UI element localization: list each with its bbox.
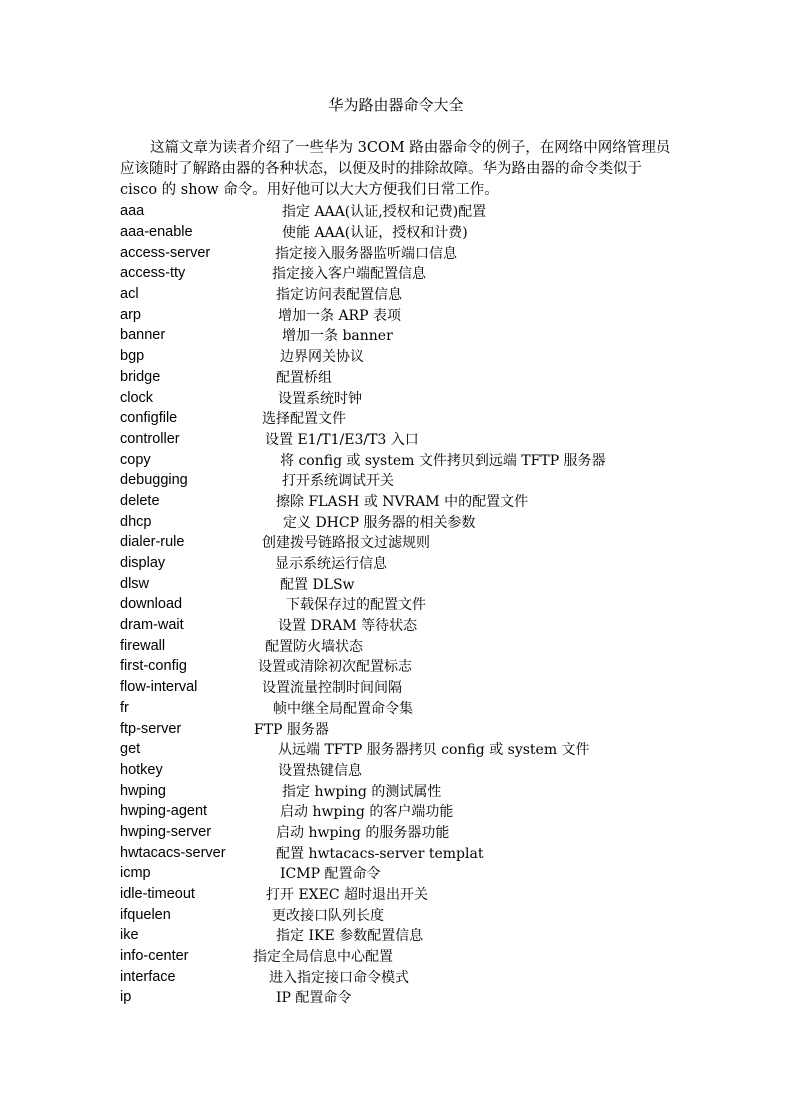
command-name: arp — [120, 306, 141, 323]
command-description: 指定全局信息中心配置 — [253, 949, 393, 966]
command-name: access-tty — [120, 265, 186, 282]
command-description: 启动 hwping 的客户端功能 — [280, 804, 454, 821]
command-row — [120, 780, 680, 801]
command-description: 定义 DHCP 服务器的相关参数 — [283, 514, 476, 531]
command-name: banner — [120, 327, 166, 344]
command-description: 显示系统运行信息 — [275, 556, 387, 573]
command-row — [120, 573, 680, 594]
command-row — [120, 367, 680, 388]
command-description: 更改接口队列长度 — [272, 907, 384, 924]
command-row — [120, 304, 680, 325]
command-description: 指定访问表配置信息 — [276, 287, 402, 304]
command-description: ICMP 配置命令 — [280, 866, 381, 883]
command-name: bgp — [120, 348, 145, 365]
command-row — [120, 222, 680, 243]
command-list — [120, 201, 680, 1008]
command-description: 配置桥组 — [276, 369, 332, 386]
command-row — [120, 201, 680, 222]
command-description: IP 配置命令 — [276, 990, 352, 1007]
command-row — [120, 925, 680, 946]
command-row — [120, 284, 680, 305]
command-name: info-center — [120, 948, 189, 965]
command-row — [120, 511, 680, 532]
command-description: 设置流量控制时间间隔 — [262, 680, 402, 697]
page-title: 华为路由器命令大全 — [328, 96, 464, 114]
command-name: aaa — [120, 203, 145, 220]
command-name: ifquelen — [120, 906, 171, 923]
command-name: debugging — [120, 472, 188, 489]
command-row — [120, 470, 680, 491]
command-name: delete — [120, 492, 160, 509]
command-description: 配置 hwtacacs-server templat — [276, 845, 484, 862]
command-description: 选择配置文件 — [262, 411, 346, 428]
command-description: 从远端 TFTP 服务器拷贝 config 或 system 文件 — [278, 742, 590, 759]
command-description: 打开 EXEC 超时退出开关 — [266, 887, 429, 904]
command-description: 指定接入服务器监听端口信息 — [275, 245, 457, 262]
command-name: fr — [120, 699, 129, 716]
command-description: 进入指定接口命令模式 — [269, 969, 409, 986]
command-row — [120, 946, 680, 967]
command-description: 指定 IKE 参数配置信息 — [276, 928, 424, 945]
intro-paragraph-block — [120, 138, 680, 201]
command-name: dhcp — [120, 513, 152, 530]
command-row — [120, 429, 680, 450]
command-row — [120, 801, 680, 822]
command-name: hotkey — [120, 761, 163, 778]
command-name: get — [120, 741, 141, 758]
command-row — [120, 263, 680, 284]
command-description: 帧中继全局配置命令集 — [273, 700, 413, 717]
command-name: icmp — [120, 865, 151, 882]
command-description: 指定 AAA(认证,授权和记费)配置 — [282, 204, 487, 221]
command-name: acl — [120, 286, 139, 303]
command-name: dialer-rule — [120, 534, 185, 551]
command-row — [120, 760, 680, 781]
command-description: 将 config 或 system 文件拷贝到远端 TFTP 服务器 — [280, 452, 606, 469]
command-row — [120, 615, 680, 636]
command-name: aaa-enable — [120, 224, 193, 241]
command-description: 增加一条 ARP 表项 — [278, 307, 401, 324]
command-row — [120, 635, 680, 656]
command-name: hwping-agent — [120, 803, 208, 820]
command-name: download — [120, 596, 183, 613]
command-description: 使能 AAA(认证，授权和计费) — [282, 225, 468, 242]
command-row — [120, 325, 680, 346]
command-description: 配置 DLSw — [280, 576, 355, 593]
command-name: dlsw — [120, 575, 150, 592]
command-name: hwping — [120, 782, 166, 799]
command-description: 设置 E1/T1/E3/T3 入口 — [265, 431, 419, 448]
command-description: 擦除 FLASH 或 NVRAM 中的配置文件 — [276, 493, 529, 510]
command-description: 指定 hwping 的测试属性 — [282, 783, 442, 800]
command-row — [120, 863, 680, 884]
command-description: 启动 hwping 的服务器功能 — [276, 824, 450, 841]
command-description: 边界网关协议 — [280, 349, 364, 366]
command-description: 指定接入客户端配置信息 — [272, 266, 426, 283]
command-description: 创建拨号链路报文过滤规则 — [262, 535, 430, 552]
command-row — [120, 449, 680, 470]
command-row — [120, 987, 680, 1008]
command-row — [120, 822, 680, 843]
command-row — [120, 966, 680, 987]
command-name: first-config — [120, 658, 187, 675]
command-name: ftp-server — [120, 720, 182, 737]
command-row — [120, 842, 680, 863]
command-row — [120, 884, 680, 905]
command-description: 增加一条 banner — [282, 328, 393, 345]
command-row — [120, 698, 680, 719]
command-description: 配置防火墙状态 — [265, 638, 363, 655]
command-name: hwtacacs-server — [120, 844, 226, 861]
command-name: dram-wait — [120, 617, 184, 634]
command-row — [120, 491, 680, 512]
command-row — [120, 532, 680, 553]
command-row — [120, 408, 680, 429]
command-description: FTP 服务器 — [254, 721, 329, 738]
command-description: 设置热键信息 — [278, 762, 362, 779]
command-name: ip — [120, 989, 132, 1006]
intro-paragraph: 这篇文章为读者介绍了一些华为 3COM 路由器命令的例子，在网络中网络管理员应该随时了解路由器的各种状态，以便及时的排除故障。华为路由器的命令类似于 cisco 的 show 命令。用好他可以大大方便我们日常工作。 — [120, 140, 671, 198]
command-row — [120, 346, 680, 367]
command-row — [120, 677, 680, 698]
command-name: ike — [120, 927, 139, 944]
command-name: bridge — [120, 368, 161, 385]
command-name: hwping-server — [120, 823, 212, 840]
command-description: 设置 DRAM 等待状态 — [278, 618, 418, 635]
command-row — [120, 739, 680, 760]
command-name: interface — [120, 968, 176, 985]
command-name: access-server — [120, 244, 211, 261]
command-name: flow-interval — [120, 679, 198, 696]
command-row — [120, 656, 680, 677]
command-row — [120, 594, 680, 615]
command-name: clock — [120, 389, 154, 406]
command-name: controller — [120, 430, 180, 447]
command-row — [120, 718, 680, 739]
command-name: firewall — [120, 637, 166, 654]
command-row — [120, 387, 680, 408]
command-row — [120, 904, 680, 925]
command-name: configfile — [120, 410, 178, 427]
command-row — [120, 553, 680, 574]
command-description: 打开系统调试开关 — [282, 473, 394, 490]
command-name: idle-timeout — [120, 886, 195, 903]
command-description: 设置系统时钟 — [278, 390, 362, 407]
command-row — [120, 242, 680, 263]
command-description: 设置或清除初次配置标志 — [258, 659, 412, 676]
command-name: display — [120, 555, 166, 572]
command-name: copy — [120, 451, 151, 468]
command-description: 下载保存过的配置文件 — [286, 597, 426, 614]
